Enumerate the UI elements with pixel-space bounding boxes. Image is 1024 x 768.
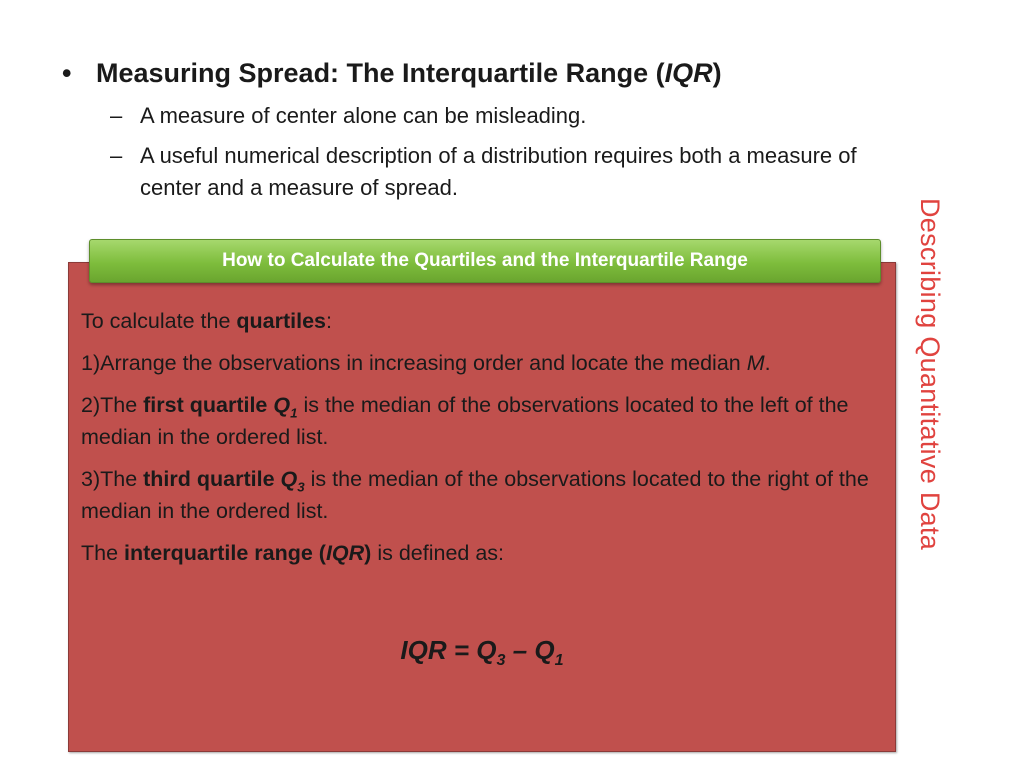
q1-letter: Q bbox=[273, 393, 291, 417]
iqr-formula bbox=[69, 635, 895, 670]
q3-letter: Q bbox=[280, 467, 298, 491]
step-1 bbox=[81, 347, 889, 379]
sub-bullet-list bbox=[110, 100, 880, 212]
main-bullet bbox=[62, 56, 882, 90]
dash-marker: – bbox=[110, 143, 123, 168]
intro-line bbox=[81, 305, 889, 337]
step-3-prefix: 3)The bbox=[81, 467, 144, 491]
formula-sub-3: 3 bbox=[496, 651, 506, 670]
sub-bullet bbox=[110, 140, 880, 204]
q3-subscript: 3 bbox=[297, 479, 305, 495]
intro-colon: : bbox=[326, 309, 332, 333]
step-2 bbox=[81, 389, 889, 453]
quartiles-term: quartiles bbox=[236, 309, 326, 333]
step-1-end: . bbox=[764, 351, 771, 375]
sub-bullet bbox=[110, 100, 880, 132]
iqr-term-a: interquartile range ( bbox=[124, 541, 326, 565]
step-1-text: 1)Arrange the observations in increasing order and locate the median bbox=[81, 351, 747, 375]
sub-bullet-text: A useful numerical description of a distribution requires both a measure of center and a measure of spread. bbox=[140, 143, 857, 200]
iqr-term bbox=[124, 541, 371, 565]
third-quartile-term bbox=[143, 467, 305, 495]
step-2-prefix: 2)The bbox=[81, 393, 144, 417]
iqr-suffix: is defined as: bbox=[371, 541, 505, 565]
iqr-term-b: ) bbox=[364, 541, 372, 565]
bullet-marker: • bbox=[62, 58, 72, 88]
iqr-definition-line bbox=[81, 537, 889, 569]
formula-sub-1: 1 bbox=[554, 651, 564, 670]
formula-lhs: IQR = Q bbox=[400, 635, 497, 665]
dash-marker: – bbox=[110, 103, 123, 128]
formula-mid: – Q bbox=[505, 635, 555, 665]
definition-body bbox=[81, 305, 889, 579]
main-bullet-text bbox=[96, 56, 722, 90]
intro-text: To calculate the bbox=[81, 309, 237, 333]
step-3 bbox=[81, 463, 889, 527]
main-bullet-text-start: Measuring Spread: The Interquartile Range ( bbox=[96, 58, 665, 88]
iqr-abbrev: IQR bbox=[325, 541, 365, 565]
first-quartile-label: first quartile bbox=[143, 393, 274, 417]
q1-subscript: 1 bbox=[290, 405, 298, 421]
main-bullet-iqr: IQR bbox=[664, 58, 713, 88]
iqr-prefix: The bbox=[81, 541, 125, 565]
sub-bullet-text: A measure of center alone can be misleading. bbox=[140, 103, 587, 128]
side-title: Describing Quantitative Data bbox=[915, 198, 945, 551]
step-2-text: is the median of the observations located to the left of the median in the ordered list. bbox=[81, 393, 849, 449]
definition-box bbox=[68, 262, 896, 752]
main-bullet-text-end: ) bbox=[712, 58, 722, 88]
section-banner: How to Calculate the Quartiles and the Interquartile Range bbox=[89, 239, 881, 283]
first-quartile-term bbox=[143, 393, 298, 421]
third-quartile-label: third quartile bbox=[143, 467, 281, 491]
step-3-text: is the median of the observations located to the right of the median in the ordered list. bbox=[81, 467, 869, 523]
median-symbol: M bbox=[746, 351, 765, 375]
